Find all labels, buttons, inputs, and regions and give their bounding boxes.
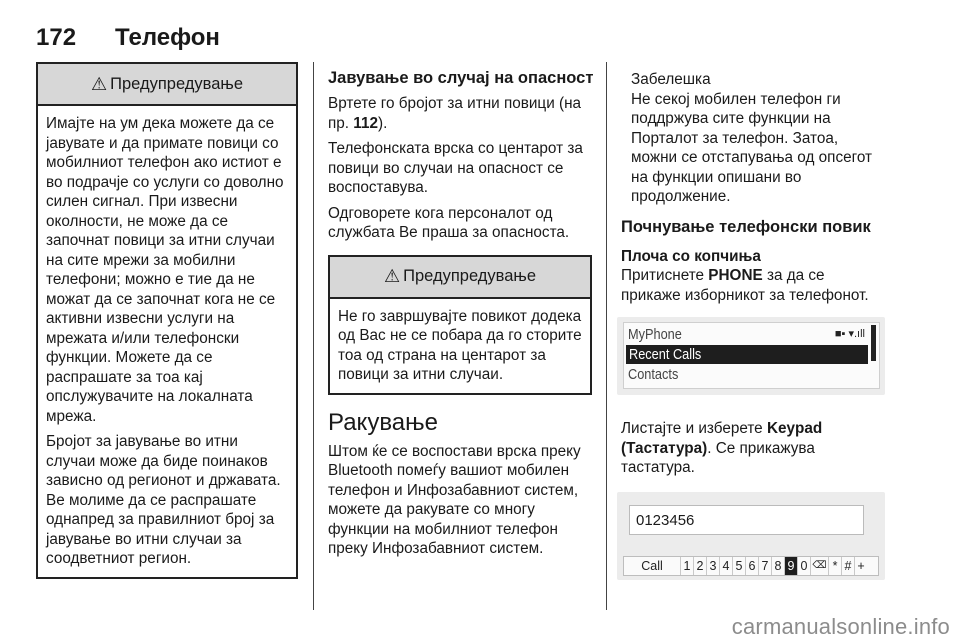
signal-icon: ■▪ ▾.ıll	[834, 328, 865, 340]
section-heading: Ракување	[328, 408, 439, 436]
warning-body	[330, 299, 590, 393]
text-paragraph	[621, 266, 887, 305]
number-field: 0123456	[629, 505, 864, 535]
keypad-key: 7	[759, 557, 772, 575]
column-divider	[313, 62, 314, 610]
column-1	[36, 62, 298, 579]
warning-title: Предупредување	[403, 267, 536, 285]
warning-paragraph: Не го завршувајте повикот додека од Вас не се побара да го сторите тоа од страна на центарот за повици за итни случаи.	[338, 307, 582, 383]
text-span: ).	[377, 114, 388, 132]
keypad-key: 9	[785, 557, 798, 575]
menu-item-selected	[626, 345, 868, 364]
keypad-key: 8	[772, 557, 785, 575]
keypad-key: 0	[798, 557, 811, 575]
page-title: Телефон	[115, 24, 220, 51]
scrollbar	[871, 325, 876, 361]
column-3	[621, 62, 887, 580]
warning-header	[38, 64, 296, 106]
warning-box	[328, 255, 592, 395]
subheading: Плоча со копчиња	[621, 247, 761, 265]
key-label: PHONE	[708, 267, 763, 284]
text-paragraph: Одговорете кога персоналот од службата Ве праша за опасноста.	[328, 204, 570, 241]
text-paragraph	[328, 94, 592, 133]
text-paragraph: Телефонската врска со центарот за повици во случаи на опасност се воспоставува.	[328, 140, 583, 196]
text-span: Листајте и изберете	[621, 420, 767, 437]
text-paragraph	[621, 419, 887, 478]
lcd-display	[623, 322, 880, 389]
screen-title: MyPhone	[628, 326, 682, 343]
keypad-screen	[617, 492, 885, 580]
warning-paragraph: Бројот за јавување во итни случаи може да биде поинаков зависно од регионот и државата. Ве молиме да се распрашате однапред за правилниот број за јавување во итни случаи за соодветниот регион.	[46, 433, 281, 567]
keypad-key: *	[829, 557, 842, 575]
keypad-key: #	[842, 557, 855, 575]
keypad-key: +	[857, 558, 865, 573]
note-text: Не секој мобилен телефон ги поддржува сите функции на Порталот за телефон. Затоа, можни се отстапувања од опсегот на функции опишани во продолжение.	[631, 90, 873, 205]
warning-icon: ⚠	[383, 266, 401, 286]
note-title: Забелешка	[631, 71, 711, 88]
menu-item: Contacts	[628, 366, 679, 383]
keypad-row	[623, 556, 879, 576]
call-key: Call	[624, 557, 681, 575]
warning-box	[36, 62, 298, 579]
column-2	[328, 62, 592, 565]
column-divider	[606, 62, 607, 610]
warning-paragraph: Имајте на ум дека можете да се јавувате и да примате повици со мобилниот телефон ако истиот е во подрачје со услуги со доволно силен сигнал. При извесни околности, не може да се започнат повици за итни случаи на сите мрежи за мобилни телефони; можно е тие да не можат да се започнат кога не се активни извесни услуги на мрежата и/или телефонски функции. Можете да се распрашате за тоа кај опслужувачите на локалната мрежа.	[46, 115, 284, 425]
keypad-key: 5	[733, 557, 746, 575]
keypad-key: 4	[720, 557, 733, 575]
text-span: Притиснете	[621, 267, 709, 284]
keypad-key: 6	[746, 557, 759, 575]
warning-title: Предупредување	[110, 74, 243, 93]
watermark: carmanualsonline.info	[731, 614, 950, 639]
page-reference: 112	[353, 114, 378, 132]
menu-item-label: Recent Calls	[629, 346, 702, 363]
warning-body	[38, 106, 296, 577]
keypad-key: 2	[694, 557, 707, 575]
note	[621, 70, 887, 207]
call-heading: Почнување телефонски повик	[621, 217, 871, 236]
warning-icon: ⚠	[90, 73, 108, 94]
text-span: за да се прикаже изборникот за телефонот.	[621, 267, 869, 304]
text-span: . Се прикажува тастатура.	[621, 439, 815, 476]
phone-menu-screen	[617, 317, 885, 395]
key-label: Keypad (Тастатура)	[621, 420, 823, 457]
emergency-heading: Јавување во случај на опасност	[328, 69, 594, 87]
text-paragraph: Штом ќе се воспостави врска преку Bluetooth помеѓу вашиот мобилен телефон и Инфозабавниот систем, можете да ракувате со многу функции на мобилниот телефон преку Инфозабавниот систем.	[328, 442, 581, 557]
keypad-key: 3	[707, 557, 720, 575]
page-number: 172	[36, 24, 77, 51]
text-span: Вртете го бројот за итни повици (на пр.	[328, 95, 582, 132]
keypad-key: 1	[681, 557, 694, 575]
warning-header	[330, 257, 590, 299]
page-header	[0, 0, 960, 62]
keypad-key: ⌫	[811, 557, 829, 575]
